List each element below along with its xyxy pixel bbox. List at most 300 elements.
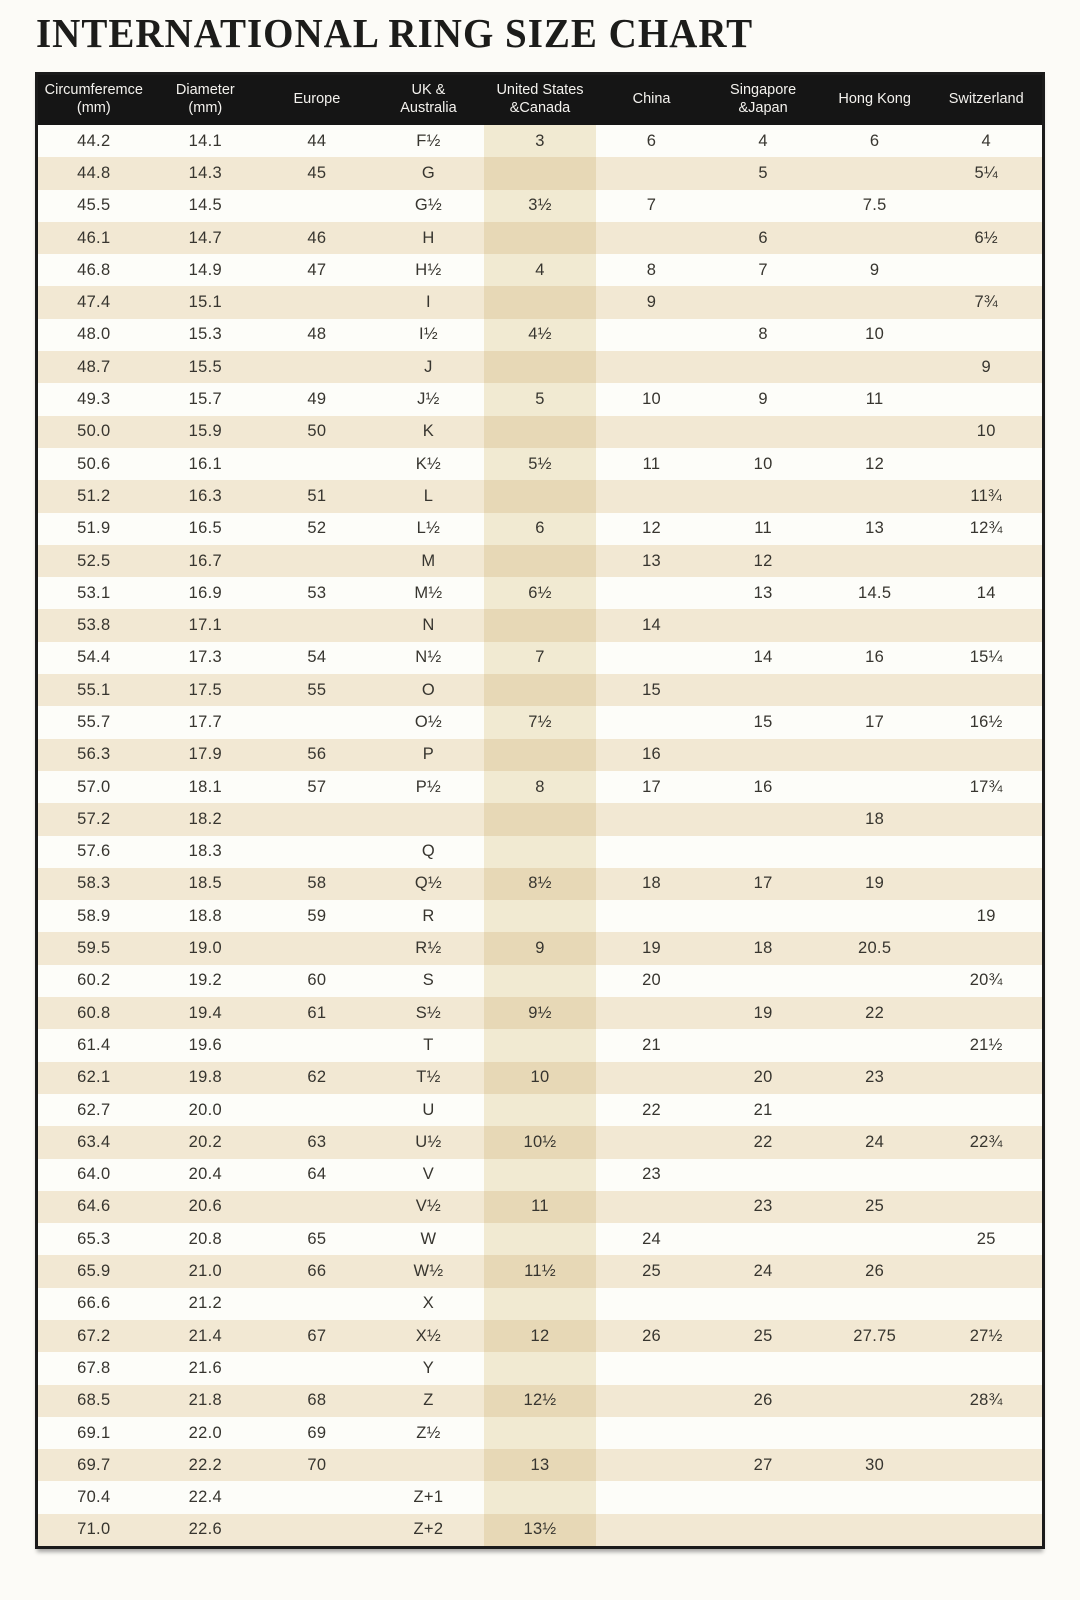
table-cell-singapore-japan: 26	[753, 1391, 773, 1410]
table-cell-circumference-mm: 57.0	[77, 777, 111, 796]
table-cell-hong-kong	[819, 416, 931, 448]
table-cell-china: 17	[642, 777, 662, 796]
table-row	[38, 351, 1042, 383]
table-cell-diameter-mm: 18.1	[188, 777, 222, 796]
table-cell-hong-kong	[819, 1029, 931, 1061]
table-row	[38, 771, 1042, 803]
table-cell-china: 22	[642, 1100, 662, 1119]
table-cell-hong-kong	[819, 771, 931, 803]
table-cell-uk-australia: T½	[416, 1068, 441, 1087]
table-cell-diameter-mm: 19.2	[188, 971, 222, 990]
table-cell-europe: 48	[307, 325, 327, 344]
table-cell-diameter-mm: 14.3	[188, 163, 222, 182]
table-cell-us-canada	[484, 286, 596, 318]
table-cell-singapore-japan: 5	[758, 163, 768, 182]
table-cell-diameter-mm: 14.5	[188, 196, 222, 215]
table-cell-diameter-mm: 20.6	[188, 1197, 222, 1216]
table-cell-china: 12	[642, 519, 662, 538]
table-cell-circumference-mm: 60.8	[77, 1003, 111, 1022]
table-row	[38, 1449, 1042, 1481]
table-cell-diameter-mm: 15.9	[188, 422, 222, 441]
table-row	[38, 1514, 1042, 1546]
table-cell-circumference-mm: 64.6	[77, 1197, 111, 1216]
table-cell-diameter-mm: 16.9	[188, 583, 222, 602]
table-cell-singapore-japan	[707, 803, 819, 835]
table-cell-china	[596, 157, 708, 189]
table-cell-us-canada	[484, 480, 596, 512]
table-cell-us-canada	[484, 1481, 596, 1513]
table-cell-china	[596, 1126, 708, 1158]
table-cell-singapore-japan: 18	[753, 939, 773, 958]
table-cell-circumference-mm: 68.5	[77, 1391, 111, 1410]
column-header-us-canada: United States &Canada	[496, 82, 584, 116]
table-cell-diameter-mm: 16.7	[188, 551, 222, 570]
table-cell-us-canada	[484, 157, 596, 189]
table-cell-uk-australia: Z+1	[413, 1488, 444, 1507]
table-cell-switzerland: 19	[976, 906, 996, 925]
table-row	[38, 1481, 1042, 1513]
table-cell-china	[596, 1514, 708, 1546]
table-cell-uk-australia: Z+2	[413, 1520, 444, 1539]
table-cell-circumference-mm: 58.9	[77, 906, 111, 925]
ring-size-table	[35, 72, 1045, 1549]
table-cell-us-canada: 7½	[484, 706, 596, 738]
table-cell-china	[596, 480, 708, 512]
table-cell-hong-kong	[819, 739, 931, 771]
table-cell-uk-australia: M	[421, 551, 436, 570]
table-cell-uk-australia: H	[422, 228, 435, 247]
table-cell-hong-kong	[819, 545, 931, 577]
table-cell-uk-australia: L	[423, 486, 434, 505]
column-header-circumference-mm: Circumferemce (mm)	[44, 82, 143, 116]
table-cell-europe: 64	[307, 1165, 327, 1184]
table-cell-diameter-mm: 22.2	[188, 1455, 222, 1474]
table-cell-us-canada	[484, 609, 596, 641]
table-cell-hong-kong: 13	[865, 519, 885, 538]
table-cell-diameter-mm: 18.8	[188, 906, 222, 925]
table-cell-singapore-japan: 17	[753, 874, 773, 893]
column-header-singapore-japan: Singapore &Japan	[730, 82, 797, 116]
table-cell-diameter-mm: 17.9	[188, 745, 222, 764]
table-cell-singapore-japan	[707, 351, 819, 383]
table-cell-switzerland: 16½	[969, 712, 1003, 731]
table-cell-singapore-japan: 6	[758, 228, 768, 247]
table-cell-switzerland: 25	[976, 1229, 996, 1248]
table-cell-circumference-mm: 54.4	[77, 648, 111, 667]
table-cell-diameter-mm: 18.3	[188, 842, 222, 861]
table-cell-europe: 47	[307, 260, 327, 279]
table-cell-us-canada: 10	[484, 1062, 596, 1094]
column-header-diameter-mm: Diameter (mm)	[175, 82, 235, 116]
table-cell-uk-australia: S	[422, 971, 435, 990]
table-cell-hong-kong: 12	[865, 454, 885, 473]
table-cell-us-canada: 5	[484, 383, 596, 415]
table-cell-singapore-japan: 20	[753, 1068, 773, 1087]
table-cell-singapore-japan: 24	[753, 1262, 773, 1281]
table-cell-us-canada: 7	[484, 642, 596, 674]
table-cell-europe: 51	[307, 486, 327, 505]
table-cell-us-canada	[484, 965, 596, 997]
table-row	[38, 1385, 1042, 1417]
table-cell-china	[596, 319, 708, 351]
table-cell-china	[596, 577, 708, 609]
table-cell-circumference-mm: 62.7	[77, 1100, 111, 1119]
table-row	[38, 1094, 1042, 1126]
table-cell-europe: 54	[307, 648, 327, 667]
table-cell-us-canada: 13½	[484, 1514, 596, 1546]
table-cell-europe	[261, 706, 373, 738]
table-cell-singapore-japan: 8	[758, 325, 768, 344]
table-cell-hong-kong: 17	[865, 712, 885, 731]
table-cell-circumference-mm: 70.4	[77, 1488, 111, 1507]
table-cell-hong-kong: 10	[865, 325, 885, 344]
table-cell-uk-australia: J	[424, 357, 433, 376]
table-cell-uk-australia: P½	[415, 777, 442, 796]
table-cell-circumference-mm: 61.4	[77, 1035, 111, 1054]
table-cell-china: 11	[642, 454, 661, 473]
table-cell-europe: 46	[307, 228, 327, 247]
table-cell-switzerland	[930, 836, 1042, 868]
table-cell-europe	[261, 190, 373, 222]
table-cell-europe	[261, 609, 373, 641]
table-cell-circumference-mm: 53.1	[77, 583, 111, 602]
table-cell-circumference-mm: 67.8	[77, 1358, 111, 1377]
table-cell-uk-australia: X	[422, 1294, 435, 1313]
table-header-row	[38, 75, 1042, 125]
table-cell-europe: 67	[307, 1326, 327, 1345]
table-cell-europe: 68	[307, 1391, 327, 1410]
table-cell-switzerland: 22¾	[969, 1132, 1003, 1151]
table-cell-circumference-mm: 46.1	[77, 228, 111, 247]
table-cell-china	[596, 1288, 708, 1320]
table-cell-singapore-japan	[707, 1029, 819, 1061]
table-cell-diameter-mm: 14.1	[188, 131, 222, 150]
table-cell-diameter-mm: 17.3	[188, 648, 222, 667]
table-cell-us-canada	[484, 836, 596, 868]
table-cell-switzerland	[930, 545, 1042, 577]
table-cell-circumference-mm: 57.6	[77, 842, 111, 861]
table-cell-singapore-japan	[707, 1223, 819, 1255]
table-cell-china	[596, 1191, 708, 1223]
table-cell-switzerland: 10	[976, 422, 996, 441]
table-cell-china: 20	[642, 971, 662, 990]
table-cell-china: 10	[642, 390, 662, 409]
page-title: INTERNATIONAL RING SIZE CHART	[36, 11, 754, 57]
table-cell-diameter-mm: 14.7	[188, 228, 222, 247]
table-cell-uk-australia: Q½	[414, 874, 443, 893]
table-cell-switzerland	[930, 674, 1042, 706]
table-cell-circumference-mm: 45.5	[77, 196, 111, 215]
table-cell-switzerland	[930, 1417, 1042, 1449]
table-cell-singapore-japan	[707, 416, 819, 448]
table-row	[38, 577, 1042, 609]
table-row	[38, 1126, 1042, 1158]
table-cell-singapore-japan	[707, 1514, 819, 1546]
table-cell-us-canada	[484, 1029, 596, 1061]
table-cell-uk-australia: R½	[415, 939, 442, 958]
table-cell-switzerland	[930, 739, 1042, 771]
table-cell-uk-australia	[373, 803, 485, 835]
table-cell-diameter-mm: 14.9	[188, 260, 222, 279]
table-cell-europe	[261, 1191, 373, 1223]
table-cell-singapore-japan	[707, 900, 819, 932]
table-cell-hong-kong	[819, 965, 931, 997]
table-row	[38, 965, 1042, 997]
table-cell-switzerland: 20¾	[969, 971, 1003, 990]
table-cell-us-canada	[484, 803, 596, 835]
table-cell-switzerland	[930, 1288, 1042, 1320]
table-cell-china	[596, 803, 708, 835]
table-cell-circumference-mm: 69.7	[77, 1455, 111, 1474]
table-cell-circumference-mm: 58.3	[77, 874, 111, 893]
table-row	[38, 286, 1042, 318]
table-cell-singapore-japan	[707, 965, 819, 997]
table-cell-singapore-japan	[707, 1481, 819, 1513]
table-cell-us-canada: 8½	[484, 868, 596, 900]
table-row	[38, 803, 1042, 835]
table-cell-europe	[261, 1288, 373, 1320]
table-cell-uk-australia: G½	[414, 196, 443, 215]
table-cell-circumference-mm: 47.4	[77, 293, 111, 312]
table-row	[38, 125, 1042, 157]
table-cell-singapore-japan	[707, 1159, 819, 1191]
table-cell-china	[596, 706, 708, 738]
table-cell-singapore-japan	[707, 836, 819, 868]
table-cell-china	[596, 1352, 708, 1384]
table-cell-europe: 69	[307, 1423, 327, 1442]
table-cell-us-canada: 6½	[484, 577, 596, 609]
table-cell-singapore-japan	[707, 190, 819, 222]
table-cell-circumference-mm: 71.0	[77, 1520, 111, 1539]
table-cell-singapore-japan: 23	[753, 1197, 773, 1216]
table-cell-singapore-japan: 21	[753, 1100, 773, 1119]
table-cell-switzerland	[930, 868, 1042, 900]
table-cell-circumference-mm: 56.3	[77, 745, 111, 764]
table-row	[38, 836, 1042, 868]
table-cell-circumference-mm: 59.5	[77, 939, 111, 958]
table-cell-switzerland	[930, 1449, 1042, 1481]
table-cell-china	[596, 836, 708, 868]
table-row	[38, 545, 1042, 577]
table-cell-switzerland	[930, 383, 1042, 415]
table-cell-hong-kong	[819, 1159, 931, 1191]
table-cell-circumference-mm: 65.9	[77, 1262, 111, 1281]
table-cell-switzerland: 6½	[974, 228, 998, 247]
table-cell-circumference-mm: 50.0	[77, 422, 111, 441]
table-cell-europe	[261, 1352, 373, 1384]
table-cell-singapore-japan	[707, 609, 819, 641]
table-row	[38, 448, 1042, 480]
table-cell-uk-australia: W½	[413, 1262, 444, 1281]
table-row	[38, 1062, 1042, 1094]
column-header-hong-kong: Hong Kong	[838, 91, 911, 108]
table-cell-diameter-mm: 20.4	[188, 1165, 222, 1184]
table-cell-switzerland	[930, 803, 1042, 835]
table-cell-switzerland	[930, 1481, 1042, 1513]
table-cell-singapore-japan	[707, 1417, 819, 1449]
table-cell-diameter-mm: 16.1	[188, 454, 222, 473]
table-cell-us-canada	[484, 1417, 596, 1449]
table-cell-hong-kong: 11	[865, 390, 884, 409]
table-cell-europe: 70	[307, 1455, 327, 1474]
table-cell-singapore-japan: 11	[754, 519, 772, 538]
table-cell-europe: 59	[307, 906, 327, 925]
table-cell-china	[596, 900, 708, 932]
table-cell-singapore-japan: 10	[753, 454, 773, 473]
table-cell-hong-kong	[819, 286, 931, 318]
table-cell-hong-kong	[819, 609, 931, 641]
table-cell-hong-kong	[819, 157, 931, 189]
column-header-europe: Europe	[293, 91, 341, 108]
table-cell-europe	[261, 1029, 373, 1061]
table-cell-switzerland: 28¾	[969, 1391, 1003, 1410]
table-cell-singapore-japan: 4	[758, 131, 768, 150]
table-cell-singapore-japan	[707, 286, 819, 318]
table-cell-circumference-mm: 51.9	[77, 519, 111, 538]
table-cell-hong-kong: 30	[865, 1455, 885, 1474]
table-cell-china: 26	[642, 1326, 662, 1345]
table-row	[38, 932, 1042, 964]
table-row	[38, 1223, 1042, 1255]
table-cell-europe: 56	[307, 745, 327, 764]
table-cell-circumference-mm: 55.1	[77, 680, 111, 699]
table-cell-china	[596, 997, 708, 1029]
table-cell-us-canada	[484, 1094, 596, 1126]
table-cell-diameter-mm: 15.5	[188, 357, 222, 376]
table-cell-circumference-mm: 67.2	[77, 1326, 111, 1345]
table-cell-switzerland: 9	[981, 357, 991, 376]
table-cell-us-canada	[484, 1159, 596, 1191]
table-cell-hong-kong: 9	[869, 260, 880, 279]
table-row	[38, 997, 1042, 1029]
table-cell-singapore-japan: 16	[753, 777, 773, 796]
table-cell-hong-kong	[819, 674, 931, 706]
table-cell-china	[596, 351, 708, 383]
table-cell-hong-kong: 7.5	[862, 196, 887, 215]
table-cell-diameter-mm: 22.6	[188, 1520, 222, 1539]
table-cell-hong-kong: 18	[865, 809, 885, 828]
table-cell-switzerland: 4	[981, 131, 991, 150]
table-cell-diameter-mm: 20.2	[188, 1132, 222, 1151]
table-cell-diameter-mm: 16.3	[188, 486, 222, 505]
table-cell-china: 9	[646, 293, 657, 312]
table-cell-circumference-mm: 63.4	[77, 1132, 111, 1151]
table-row	[38, 480, 1042, 512]
table-cell-europe: 65	[307, 1229, 327, 1248]
table-cell-uk-australia: W	[420, 1229, 437, 1248]
table-cell-europe: 60	[307, 971, 327, 990]
table-cell-circumference-mm: 53.8	[77, 616, 111, 635]
table-cell-switzerland	[930, 1255, 1042, 1287]
table-cell-us-canada: 5½	[484, 448, 596, 480]
table-cell-singapore-japan: 14	[753, 648, 773, 667]
table-row	[38, 1029, 1042, 1061]
table-cell-us-canada	[484, 1223, 596, 1255]
table-row	[38, 513, 1042, 545]
table-cell-circumference-mm: 57.2	[77, 809, 111, 828]
table-cell-uk-australia: O½	[414, 712, 443, 731]
table-row	[38, 1320, 1042, 1352]
table-cell-europe: 44	[307, 131, 327, 150]
table-cell-switzerland	[930, 190, 1042, 222]
table-cell-china: 13	[642, 551, 662, 570]
table-cell-uk-australia: N	[422, 616, 435, 635]
column-header-uk-australia: UK & Australia	[400, 82, 457, 116]
table-cell-us-canada	[484, 674, 596, 706]
table-cell-us-canada	[484, 1352, 596, 1384]
table-cell-uk-australia: P	[422, 745, 435, 764]
table-cell-circumference-mm: 69.1	[77, 1423, 111, 1442]
table-row	[38, 1288, 1042, 1320]
table-cell-switzerland	[930, 1191, 1042, 1223]
table-cell-hong-kong: 25	[865, 1197, 885, 1216]
table-cell-circumference-mm: 44.8	[77, 163, 111, 182]
table-cell-singapore-japan: 27	[753, 1455, 773, 1474]
table-cell-us-canada: 6	[484, 513, 596, 545]
table-row	[38, 254, 1042, 286]
table-row	[38, 1417, 1042, 1449]
table-cell-switzerland	[930, 319, 1042, 351]
table-row	[38, 416, 1042, 448]
table-cell-europe: 50	[307, 422, 327, 441]
table-cell-singapore-japan	[707, 1352, 819, 1384]
table-cell-us-canada	[484, 900, 596, 932]
table-row	[38, 642, 1042, 674]
table-cell-diameter-mm: 17.7	[188, 712, 222, 731]
table-cell-circumference-mm: 48.0	[77, 325, 111, 344]
table-cell-diameter-mm: 19.0	[188, 939, 222, 958]
table-cell-switzerland	[930, 254, 1042, 286]
table-cell-diameter-mm: 22.0	[188, 1423, 222, 1442]
table-cell-diameter-mm: 18.5	[188, 874, 222, 893]
table-cell-hong-kong	[819, 1094, 931, 1126]
table-cell-circumference-mm: 48.7	[77, 357, 111, 376]
table-cell-switzerland: 17¾	[969, 777, 1003, 796]
table-cell-hong-kong	[819, 836, 931, 868]
table-cell-switzerland	[930, 1352, 1042, 1384]
table-cell-singapore-japan	[707, 739, 819, 771]
table-cell-singapore-japan: 22	[753, 1132, 773, 1151]
table-cell-europe: 52	[307, 519, 327, 538]
table-cell-china: 6	[646, 131, 657, 150]
table-cell-hong-kong	[819, 480, 931, 512]
table-cell-uk-australia: J½	[417, 390, 440, 409]
table-cell-europe: 61	[307, 1003, 327, 1022]
table-cell-china	[596, 642, 708, 674]
table-cell-uk-australia: I	[425, 293, 431, 312]
table-cell-us-canada	[484, 416, 596, 448]
table-cell-hong-kong: 16	[865, 648, 885, 667]
table-cell-switzerland: 27½	[969, 1326, 1003, 1345]
table-row	[38, 1352, 1042, 1384]
table-cell-europe: 63	[307, 1132, 327, 1151]
table-cell-china	[596, 416, 708, 448]
table-cell-singapore-japan: 15	[753, 712, 773, 731]
table-cell-hong-kong: 14.5	[857, 583, 892, 602]
table-cell-europe: 62	[307, 1068, 327, 1087]
table-cell-diameter-mm: 15.7	[188, 390, 222, 409]
table-cell-switzerland: 21½	[969, 1035, 1003, 1054]
table-cell-china: 24	[642, 1229, 662, 1248]
table-cell-europe	[261, 803, 373, 835]
table-cell-us-canada: 3	[484, 125, 596, 157]
table-cell-uk-australia: Y	[422, 1358, 435, 1377]
table-row	[38, 1255, 1042, 1287]
table-cell-uk-australia: N½	[415, 648, 442, 667]
table-cell-singapore-japan: 13	[753, 583, 773, 602]
table-cell-uk-australia: U½	[415, 1132, 442, 1151]
table-row	[38, 1191, 1042, 1223]
